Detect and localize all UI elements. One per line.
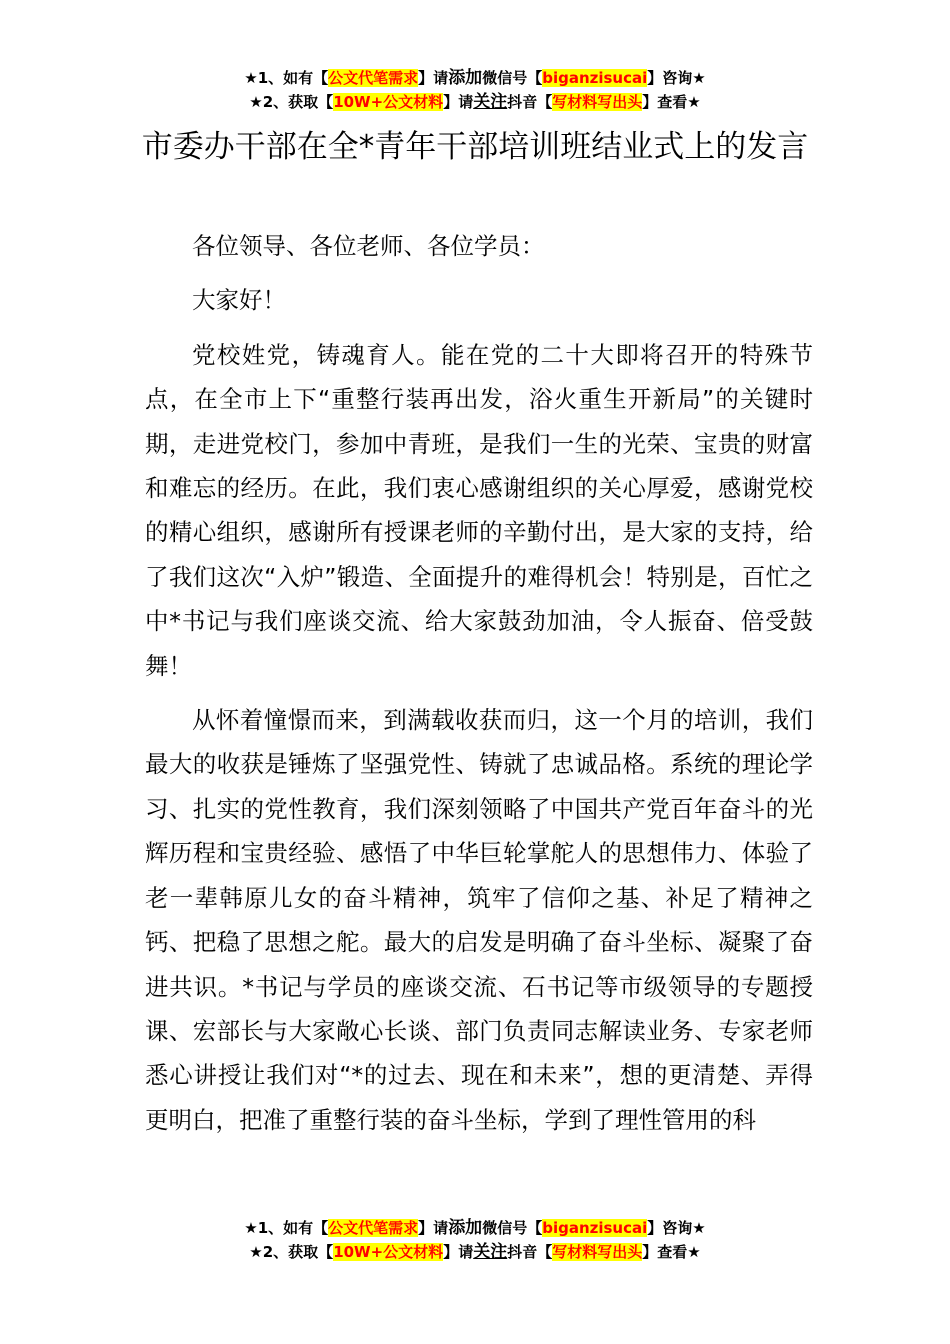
salutation: 各位领导、各位老师、各位学员：: [192, 232, 545, 260]
banner-line-1: ★1、如有【公文代笔需求】请添加微信号【biganzisucai】咨询★: [244, 1218, 706, 1238]
banner-highlight: biganzisucai: [542, 69, 648, 87]
banner-highlight: biganzisucai: [542, 1219, 648, 1237]
document-body: [145, 224, 813, 1152]
paragraph: 从怀着憧憬而来，到满载收获而归，这一个月的培训，我们最大的收获是锤炼了坚强党性、铸就了忠诚品格。系统的理论学习、扎实的党性教育，我们深刻领略了中国共产党百年奋斗的光辉历程和宝贵经验、感悟了中华巨轮掌舵人的思想伟力、体验了老一辈韩原儿女的奋斗精神，筑牢了信仰之基、补足了精神之钙、把稳了思想之舵。最大的启发是明确了奋斗坐标、凝聚了奋进共识。*书记与学员的座谈交流、石书记等市级领导的专题授课、宏部长与大家敞心长谈、部门负责同志解读业务、专家老师悉心讲授让我们对“*的过去、现在和未来”，想的更清楚、弄得更明白，把准了重整行装的奋斗坐标，学到了理性管用的科: [145, 706, 813, 1134]
banner-line-2: ★2、获取【10W+公文材料】请关注抖音【写材料写出头】查看★: [249, 92, 701, 112]
banner-highlight: 10W+公文材料: [333, 1243, 444, 1261]
banner-highlight: 10W+公文材料: [333, 93, 444, 111]
banner-highlight: 写材料写出头: [552, 1243, 643, 1261]
greeting: 大家好！: [192, 286, 286, 315]
banner-line-1: ★1、如有【公文代笔需求】请添加微信号【biganzisucai】咨询★: [244, 68, 706, 88]
banner-line-2: ★2、获取【10W+公文材料】请关注抖音【写材料写出头】查看★: [249, 1242, 701, 1262]
banner-highlight: 公文代笔需求: [328, 69, 419, 87]
top-banner: [0, 66, 950, 114]
banner-highlight: 写材料写出头: [552, 93, 643, 111]
banner-highlight: 公文代笔需求: [328, 1219, 419, 1237]
document-title: 市委办干部在全*青年干部培训班结业式上的发言: [141, 129, 809, 165]
bottom-banner: [0, 1216, 950, 1264]
paragraph: 党校姓党，铸魂育人。能在党的二十大即将召开的特殊节点，在全市上下“重整行装再出发，浴火重生开新局”的关键时期，走进党校门，参加中青班，是我们一生的光荣、宝贵的财富和难忘的经历。在此，我们衷心感谢组织的关心厚爱，感谢党校的精心组织，感谢所有授课老师的辛勤付出，是大家的支持，给了我们这次“入炉”锻造、全面提升的难得机会！特别是，百忙之中*书记与我们座谈交流、给大家鼓劲加油，令人振奋、倍受鼓舞！: [145, 340, 813, 680]
